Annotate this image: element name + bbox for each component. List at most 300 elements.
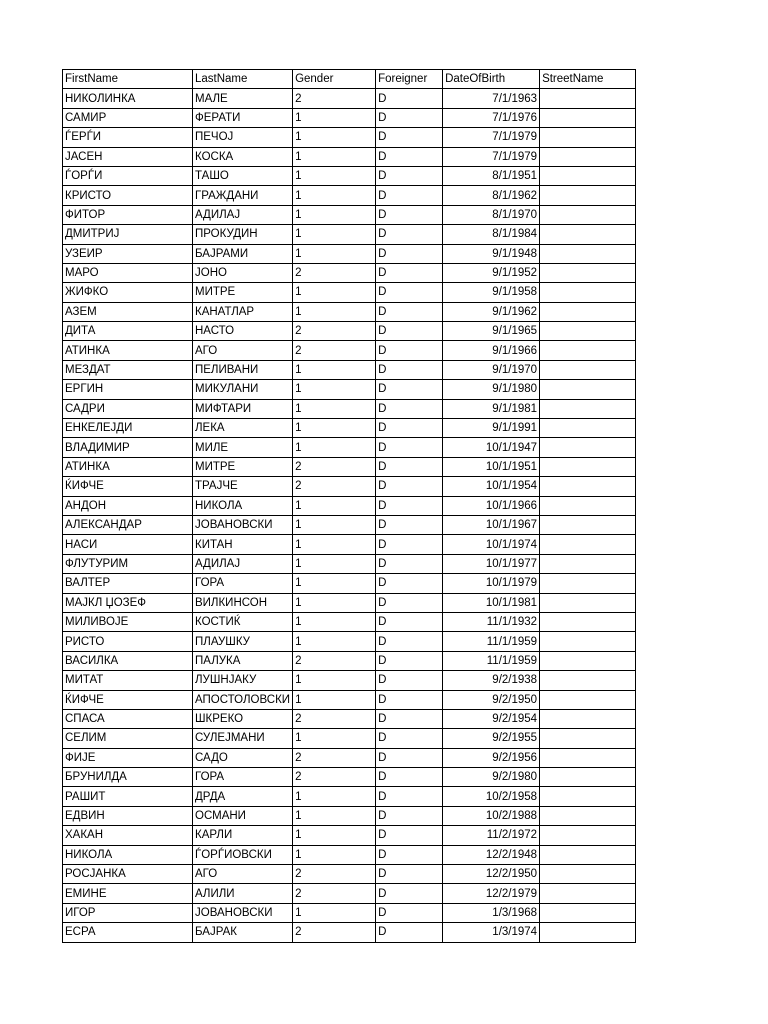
cell-gender[interactable]: 1: [293, 593, 376, 612]
header-gender[interactable]: Gender: [293, 70, 376, 89]
table-row: [63, 884, 636, 903]
cell-streetname[interactable]: [540, 225, 636, 244]
cell-gender[interactable]: 1: [293, 903, 376, 922]
cell-foreigner[interactable]: D: [376, 845, 443, 864]
cell-lastname[interactable]: ГОРА: [193, 768, 293, 787]
table-row: [63, 554, 636, 573]
table-row: [63, 574, 636, 593]
cell-gender[interactable]: 1: [293, 554, 376, 573]
cell-foreigner[interactable]: D: [376, 768, 443, 787]
cell-streetname[interactable]: [540, 496, 636, 515]
cell-gender[interactable]: 2: [293, 865, 376, 884]
cell-firstname[interactable]: СПАСА: [63, 709, 193, 728]
cell-foreigner[interactable]: D: [376, 205, 443, 224]
cell-dateofbirth[interactable]: 7/1/1963: [443, 89, 540, 108]
cell-streetname[interactable]: [540, 283, 636, 302]
table-row: [63, 263, 636, 282]
cell-streetname[interactable]: [540, 380, 636, 399]
cell-dateofbirth[interactable]: 9/2/1980: [443, 768, 540, 787]
cell-lastname[interactable]: ОСМАНИ: [193, 806, 293, 825]
cell-dateofbirth[interactable]: 10/1/1966: [443, 496, 540, 515]
cell-gender[interactable]: 2: [293, 89, 376, 108]
cell-firstname[interactable]: РИСТО: [63, 632, 193, 651]
cell-foreigner[interactable]: D: [376, 302, 443, 321]
cell-streetname[interactable]: [540, 593, 636, 612]
cell-dateofbirth[interactable]: 7/1/1979: [443, 128, 540, 147]
cell-firstname[interactable]: ЕМИНЕ: [63, 884, 193, 903]
cell-gender[interactable]: 2: [293, 341, 376, 360]
table-row: [63, 419, 636, 438]
cell-lastname[interactable]: КОСТИЌ: [193, 612, 293, 631]
cell-streetname[interactable]: [540, 89, 636, 108]
cell-foreigner[interactable]: D: [376, 535, 443, 554]
cell-firstname[interactable]: САМИР: [63, 108, 193, 127]
cell-lastname[interactable]: МИКУЛАНИ: [193, 380, 293, 399]
cell-streetname[interactable]: [540, 612, 636, 631]
cell-foreigner[interactable]: D: [376, 903, 443, 922]
cell-firstname[interactable]: ФИЈЕ: [63, 748, 193, 767]
cell-dateofbirth[interactable]: 10/1/1954: [443, 477, 540, 496]
cell-streetname[interactable]: [540, 923, 636, 942]
cell-firstname[interactable]: УЗЕИР: [63, 244, 193, 263]
cell-dateofbirth[interactable]: 9/2/1955: [443, 729, 540, 748]
cell-foreigner[interactable]: D: [376, 283, 443, 302]
cell-dateofbirth[interactable]: 1/3/1968: [443, 903, 540, 922]
cell-gender[interactable]: 2: [293, 322, 376, 341]
cell-lastname[interactable]: АПОСТОЛОВСКИ: [193, 690, 293, 709]
cell-firstname[interactable]: АЛЕКСАНДАР: [63, 515, 193, 534]
table-row: [63, 380, 636, 399]
header-row: [63, 70, 636, 89]
cell-lastname[interactable]: ЈОВАНОВСКИ: [193, 515, 293, 534]
cell-lastname[interactable]: ШКРЕКО: [193, 709, 293, 728]
table-row: [63, 108, 636, 127]
cell-streetname[interactable]: [540, 186, 636, 205]
cell-dateofbirth[interactable]: 12/2/1979: [443, 884, 540, 903]
cell-firstname[interactable]: ЖИФКО: [63, 283, 193, 302]
header-streetname[interactable]: StreetName: [540, 70, 636, 89]
cell-firstname[interactable]: ФИТОР: [63, 205, 193, 224]
cell-dateofbirth[interactable]: 9/1/1970: [443, 360, 540, 379]
cell-lastname[interactable]: ВИЛКИНСОН: [193, 593, 293, 612]
cell-streetname[interactable]: [540, 748, 636, 767]
cell-firstname[interactable]: ЌИФЧЕ: [63, 477, 193, 496]
cell-foreigner[interactable]: D: [376, 166, 443, 185]
cell-firstname[interactable]: ВАЛТЕР: [63, 574, 193, 593]
cell-streetname[interactable]: [540, 438, 636, 457]
cell-firstname[interactable]: МАЈКЛ ЏОЗЕФ: [63, 593, 193, 612]
cell-firstname[interactable]: СЕЛИМ: [63, 729, 193, 748]
cell-streetname[interactable]: [540, 845, 636, 864]
cell-streetname[interactable]: [540, 768, 636, 787]
cell-gender[interactable]: 1: [293, 806, 376, 825]
cell-dateofbirth[interactable]: 9/2/1938: [443, 671, 540, 690]
cell-gender[interactable]: 1: [293, 244, 376, 263]
table-row: [63, 593, 636, 612]
cell-foreigner[interactable]: D: [376, 341, 443, 360]
cell-foreigner[interactable]: D: [376, 632, 443, 651]
cell-dateofbirth[interactable]: 12/2/1948: [443, 845, 540, 864]
table-row: [63, 457, 636, 476]
cell-firstname[interactable]: АНДОН: [63, 496, 193, 515]
cell-firstname[interactable]: ДМИТРИЈ: [63, 225, 193, 244]
cell-dateofbirth[interactable]: 8/1/1970: [443, 205, 540, 224]
cell-dateofbirth[interactable]: 11/1/1959: [443, 651, 540, 670]
cell-dateofbirth[interactable]: 9/1/1980: [443, 380, 540, 399]
cell-dateofbirth[interactable]: 9/2/1956: [443, 748, 540, 767]
cell-dateofbirth[interactable]: 10/1/1981: [443, 593, 540, 612]
cell-dateofbirth[interactable]: 10/1/1967: [443, 515, 540, 534]
cell-streetname[interactable]: [540, 826, 636, 845]
cell-dateofbirth[interactable]: 11/1/1932: [443, 612, 540, 631]
cell-foreigner[interactable]: D: [376, 477, 443, 496]
cell-dateofbirth[interactable]: 12/2/1950: [443, 865, 540, 884]
cell-dateofbirth[interactable]: 9/2/1950: [443, 690, 540, 709]
cell-foreigner[interactable]: D: [376, 147, 443, 166]
cell-streetname[interactable]: [540, 729, 636, 748]
cell-gender[interactable]: 2: [293, 651, 376, 670]
cell-streetname[interactable]: [540, 477, 636, 496]
table-row: [63, 923, 636, 942]
cell-dateofbirth[interactable]: 11/2/1972: [443, 826, 540, 845]
cell-gender[interactable]: 1: [293, 612, 376, 631]
cell-dateofbirth[interactable]: 10/2/1958: [443, 787, 540, 806]
cell-lastname[interactable]: МИЛЕ: [193, 438, 293, 457]
cell-dateofbirth[interactable]: 9/1/1991: [443, 419, 540, 438]
table-row: [63, 806, 636, 825]
cell-foreigner[interactable]: D: [376, 438, 443, 457]
cell-lastname[interactable]: ЈОНО: [193, 263, 293, 282]
cell-streetname[interactable]: [540, 903, 636, 922]
cell-foreigner[interactable]: D: [376, 709, 443, 728]
table-row: [63, 709, 636, 728]
cell-lastname[interactable]: МИФТАРИ: [193, 399, 293, 418]
cell-firstname[interactable]: КРИСТО: [63, 186, 193, 205]
cell-streetname[interactable]: [540, 884, 636, 903]
cell-dateofbirth[interactable]: 7/1/1979: [443, 147, 540, 166]
cell-firstname[interactable]: ИГОР: [63, 903, 193, 922]
cell-streetname[interactable]: [540, 341, 636, 360]
cell-foreigner[interactable]: D: [376, 496, 443, 515]
cell-streetname[interactable]: [540, 651, 636, 670]
cell-gender[interactable]: 2: [293, 477, 376, 496]
cell-streetname[interactable]: [540, 147, 636, 166]
cell-foreigner[interactable]: D: [376, 419, 443, 438]
cell-gender[interactable]: 1: [293, 147, 376, 166]
cell-streetname[interactable]: [540, 690, 636, 709]
cell-foreigner[interactable]: D: [376, 263, 443, 282]
cell-dateofbirth[interactable]: 9/1/1952: [443, 263, 540, 282]
cell-lastname[interactable]: ПЕЧОЈ: [193, 128, 293, 147]
cell-streetname[interactable]: [540, 205, 636, 224]
cell-firstname[interactable]: МАРО: [63, 263, 193, 282]
cell-lastname[interactable]: МИТРЕ: [193, 457, 293, 476]
cell-lastname[interactable]: МИТРЕ: [193, 283, 293, 302]
cell-dateofbirth[interactable]: 10/1/1951: [443, 457, 540, 476]
cell-gender[interactable]: 2: [293, 768, 376, 787]
cell-firstname[interactable]: ЕРГИН: [63, 380, 193, 399]
cell-firstname[interactable]: РОСЈАНКА: [63, 865, 193, 884]
cell-dateofbirth[interactable]: 8/1/1984: [443, 225, 540, 244]
cell-lastname[interactable]: АГО: [193, 341, 293, 360]
cell-lastname[interactable]: КИТАН: [193, 535, 293, 554]
cell-streetname[interactable]: [540, 632, 636, 651]
cell-dateofbirth[interactable]: 7/1/1976: [443, 108, 540, 127]
cell-firstname[interactable]: ВАСИЛКА: [63, 651, 193, 670]
cell-lastname[interactable]: БАЈРАМИ: [193, 244, 293, 263]
cell-foreigner[interactable]: D: [376, 554, 443, 573]
cell-firstname[interactable]: ДИТА: [63, 322, 193, 341]
cell-foreigner[interactable]: D: [376, 128, 443, 147]
cell-lastname[interactable]: ЃОРЃИОВСКИ: [193, 845, 293, 864]
header-foreigner[interactable]: Foreigner: [376, 70, 443, 89]
cell-lastname[interactable]: АДИЛАЈ: [193, 205, 293, 224]
cell-streetname[interactable]: [540, 302, 636, 321]
cell-foreigner[interactable]: D: [376, 89, 443, 108]
cell-lastname[interactable]: ЈОВАНОВСКИ: [193, 903, 293, 922]
cell-firstname[interactable]: ФЛУТУРИМ: [63, 554, 193, 573]
cell-dateofbirth[interactable]: 9/1/1958: [443, 283, 540, 302]
cell-foreigner[interactable]: D: [376, 108, 443, 127]
cell-lastname[interactable]: ПАЛУКА: [193, 651, 293, 670]
cell-lastname[interactable]: ЛУШНЈАКУ: [193, 671, 293, 690]
cell-dateofbirth[interactable]: 9/1/1962: [443, 302, 540, 321]
cell-streetname[interactable]: [540, 865, 636, 884]
cell-dateofbirth[interactable]: 10/1/1977: [443, 554, 540, 573]
cell-gender[interactable]: 2: [293, 884, 376, 903]
cell-streetname[interactable]: [540, 671, 636, 690]
cell-dateofbirth[interactable]: 8/1/1962: [443, 186, 540, 205]
cell-foreigner[interactable]: D: [376, 380, 443, 399]
cell-dateofbirth[interactable]: 1/3/1974: [443, 923, 540, 942]
cell-foreigner[interactable]: D: [376, 806, 443, 825]
table-row: [63, 515, 636, 534]
table-row: [63, 496, 636, 515]
cell-streetname[interactable]: [540, 322, 636, 341]
cell-streetname[interactable]: [540, 360, 636, 379]
cell-lastname[interactable]: КАНАТЛАР: [193, 302, 293, 321]
cell-foreigner[interactable]: D: [376, 923, 443, 942]
cell-streetname[interactable]: [540, 128, 636, 147]
cell-dateofbirth[interactable]: 9/1/1981: [443, 399, 540, 418]
cell-foreigner[interactable]: D: [376, 865, 443, 884]
cell-gender[interactable]: 1: [293, 360, 376, 379]
cell-firstname[interactable]: БРУНИЛДА: [63, 768, 193, 787]
cell-foreigner[interactable]: D: [376, 457, 443, 476]
cell-gender[interactable]: 1: [293, 496, 376, 515]
cell-gender[interactable]: 1: [293, 128, 376, 147]
table-row: [63, 128, 636, 147]
cell-dateofbirth[interactable]: 9/1/1965: [443, 322, 540, 341]
cell-foreigner[interactable]: D: [376, 225, 443, 244]
cell-firstname[interactable]: ЈАСЕН: [63, 147, 193, 166]
cell-gender[interactable]: 1: [293, 515, 376, 534]
cell-gender[interactable]: 1: [293, 205, 376, 224]
cell-firstname[interactable]: АТИНКА: [63, 341, 193, 360]
cell-lastname[interactable]: ЛЕКА: [193, 419, 293, 438]
cell-dateofbirth[interactable]: 11/1/1959: [443, 632, 540, 651]
cell-lastname[interactable]: МАЛЕ: [193, 89, 293, 108]
cell-streetname[interactable]: [540, 787, 636, 806]
cell-gender[interactable]: 1: [293, 225, 376, 244]
cell-lastname[interactable]: КОСКА: [193, 147, 293, 166]
table-row: [63, 690, 636, 709]
cell-streetname[interactable]: [540, 574, 636, 593]
cell-lastname[interactable]: АЛИЛИ: [193, 884, 293, 903]
cell-firstname[interactable]: ЕСРА: [63, 923, 193, 942]
table-row: [63, 205, 636, 224]
cell-streetname[interactable]: [540, 263, 636, 282]
cell-lastname[interactable]: ГРАЖДАНИ: [193, 186, 293, 205]
table-row: [63, 535, 636, 554]
cell-firstname[interactable]: ВЛАДИМИР: [63, 438, 193, 457]
cell-dateofbirth[interactable]: 8/1/1951: [443, 166, 540, 185]
cell-dateofbirth[interactable]: 9/2/1954: [443, 709, 540, 728]
header-dateofbirth[interactable]: DateOfBirth: [443, 70, 540, 89]
cell-streetname[interactable]: [540, 554, 636, 573]
cell-lastname[interactable]: ФЕРАТИ: [193, 108, 293, 127]
cell-gender[interactable]: 1: [293, 166, 376, 185]
cell-firstname[interactable]: АЗЕМ: [63, 302, 193, 321]
cell-gender[interactable]: 2: [293, 709, 376, 728]
cell-lastname[interactable]: ПРОКУДИН: [193, 225, 293, 244]
cell-dateofbirth[interactable]: 10/1/1947: [443, 438, 540, 457]
cell-lastname[interactable]: НИКОЛА: [193, 496, 293, 515]
cell-lastname[interactable]: БАЈРАК: [193, 923, 293, 942]
cell-lastname[interactable]: САДО: [193, 748, 293, 767]
cell-firstname[interactable]: ЕНКЕЛЕЈДИ: [63, 419, 193, 438]
cell-gender[interactable]: 2: [293, 263, 376, 282]
cell-gender[interactable]: 2: [293, 457, 376, 476]
cell-firstname[interactable]: АТИНКА: [63, 457, 193, 476]
table-body: [63, 89, 636, 942]
cell-firstname[interactable]: ЌИФЧЕ: [63, 690, 193, 709]
cell-streetname[interactable]: [540, 166, 636, 185]
table-row: [63, 302, 636, 321]
cell-foreigner[interactable]: D: [376, 186, 443, 205]
table-row: [63, 341, 636, 360]
cell-gender[interactable]: 1: [293, 399, 376, 418]
cell-firstname[interactable]: МИТАТ: [63, 671, 193, 690]
cell-streetname[interactable]: [540, 244, 636, 263]
cell-lastname[interactable]: ПЕЛИВАНИ: [193, 360, 293, 379]
cell-foreigner[interactable]: D: [376, 574, 443, 593]
cell-foreigner[interactable]: D: [376, 690, 443, 709]
cell-lastname[interactable]: АДИЛАЈ: [193, 554, 293, 573]
cell-streetname[interactable]: [540, 535, 636, 554]
cell-firstname[interactable]: ЃОРЃИ: [63, 166, 193, 185]
cell-foreigner[interactable]: D: [376, 244, 443, 263]
cell-firstname[interactable]: МИЛИВОЈЕ: [63, 612, 193, 631]
cell-foreigner[interactable]: D: [376, 515, 443, 534]
cell-gender[interactable]: 2: [293, 923, 376, 942]
cell-firstname[interactable]: НИКОЛА: [63, 845, 193, 864]
cell-firstname[interactable]: ХАКАН: [63, 826, 193, 845]
cell-gender[interactable]: 1: [293, 826, 376, 845]
cell-dateofbirth[interactable]: 10/1/1974: [443, 535, 540, 554]
table-row: [63, 612, 636, 631]
cell-firstname[interactable]: НАСИ: [63, 535, 193, 554]
cell-streetname[interactable]: [540, 806, 636, 825]
cell-gender[interactable]: 1: [293, 690, 376, 709]
cell-dateofbirth[interactable]: 10/2/1988: [443, 806, 540, 825]
cell-gender[interactable]: 1: [293, 729, 376, 748]
header-firstname[interactable]: FirstName: [63, 70, 193, 89]
cell-firstname[interactable]: ЃЕРЃИ: [63, 128, 193, 147]
cell-gender[interactable]: 1: [293, 108, 376, 127]
cell-gender[interactable]: 1: [293, 419, 376, 438]
cell-dateofbirth[interactable]: 9/1/1966: [443, 341, 540, 360]
cell-foreigner[interactable]: D: [376, 322, 443, 341]
cell-foreigner[interactable]: D: [376, 826, 443, 845]
cell-foreigner[interactable]: D: [376, 399, 443, 418]
cell-gender[interactable]: 1: [293, 574, 376, 593]
cell-firstname[interactable]: ЕДВИН: [63, 806, 193, 825]
cell-lastname[interactable]: ТРАЈЧЕ: [193, 477, 293, 496]
cell-lastname[interactable]: ДРДА: [193, 787, 293, 806]
cell-dateofbirth[interactable]: 9/1/1948: [443, 244, 540, 263]
cell-gender[interactable]: 1: [293, 186, 376, 205]
table-row: [63, 903, 636, 922]
table-row: [63, 360, 636, 379]
cell-gender[interactable]: 1: [293, 787, 376, 806]
cell-lastname[interactable]: АГО: [193, 865, 293, 884]
cell-gender[interactable]: 1: [293, 632, 376, 651]
cell-foreigner[interactable]: D: [376, 787, 443, 806]
cell-foreigner[interactable]: D: [376, 593, 443, 612]
cell-gender[interactable]: 1: [293, 302, 376, 321]
cell-foreigner[interactable]: D: [376, 884, 443, 903]
table-row: [63, 787, 636, 806]
cell-firstname[interactable]: РАШИТ: [63, 787, 193, 806]
cell-firstname[interactable]: НИКОЛИНКА: [63, 89, 193, 108]
table-row: [63, 89, 636, 108]
header-lastname[interactable]: LastName: [193, 70, 293, 89]
cell-foreigner[interactable]: D: [376, 612, 443, 631]
cell-gender[interactable]: 1: [293, 380, 376, 399]
cell-foreigner[interactable]: D: [376, 651, 443, 670]
cell-foreigner[interactable]: D: [376, 360, 443, 379]
cell-lastname[interactable]: ГОРА: [193, 574, 293, 593]
cell-gender[interactable]: 1: [293, 438, 376, 457]
cell-firstname[interactable]: САДРИ: [63, 399, 193, 418]
cell-lastname[interactable]: КАРЛИ: [193, 826, 293, 845]
cell-streetname[interactable]: [540, 419, 636, 438]
cell-dateofbirth[interactable]: 10/1/1979: [443, 574, 540, 593]
cell-foreigner[interactable]: D: [376, 748, 443, 767]
cell-lastname[interactable]: СУЛЕЈМАНИ: [193, 729, 293, 748]
cell-lastname[interactable]: НАСТО: [193, 322, 293, 341]
cell-lastname[interactable]: ТАШО: [193, 166, 293, 185]
cell-streetname[interactable]: [540, 515, 636, 534]
table-row: [63, 477, 636, 496]
table-row: [63, 322, 636, 341]
cell-gender[interactable]: 1: [293, 671, 376, 690]
cell-gender[interactable]: 1: [293, 283, 376, 302]
cell-gender[interactable]: 1: [293, 845, 376, 864]
cell-firstname[interactable]: МЕЗДАТ: [63, 360, 193, 379]
cell-lastname[interactable]: ПЛАУШКУ: [193, 632, 293, 651]
cell-streetname[interactable]: [540, 399, 636, 418]
cell-streetname[interactable]: [540, 108, 636, 127]
cell-gender[interactable]: 2: [293, 748, 376, 767]
cell-foreigner[interactable]: D: [376, 729, 443, 748]
cell-foreigner[interactable]: D: [376, 671, 443, 690]
cell-streetname[interactable]: [540, 457, 636, 476]
cell-streetname[interactable]: [540, 709, 636, 728]
table-row: [63, 826, 636, 845]
cell-gender[interactable]: 1: [293, 535, 376, 554]
